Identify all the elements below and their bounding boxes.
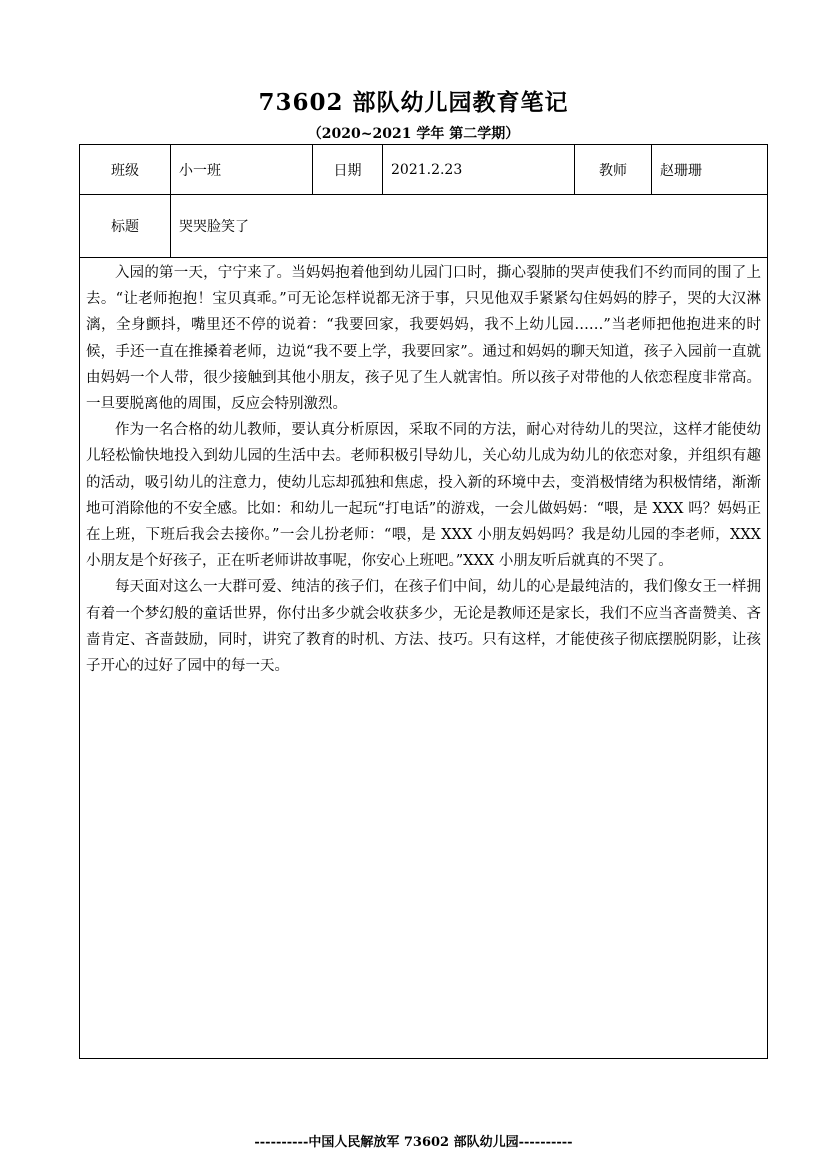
class-value: 小一班 [171, 145, 313, 195]
footer-text: ----------中国人民解放军 73602 部队幼儿园---------- [254, 1135, 573, 1150]
paragraph: 每天面对这么一大群可爱、纯洁的孩子们，在孩子们中间，幼儿的心是最纯洁的，我们像女王一样拥有着一个梦幻般的童话世界，你付出多少就会收获多少，无论是教师还是家长，我们不应当吝啬赞美、吝啬肯定、吝啬鼓励，同时，讲究了教育的时机、方法、技巧。只有这样，才能使孩子彻底摆脱阴影，让孩子开心的过好了园中的每一天。 [86, 579, 761, 675]
teacher-value: 赵珊珊 [652, 145, 768, 195]
content-cell [80, 258, 768, 1059]
class-label: 班级 [80, 145, 171, 195]
date-value: 2021.2.23 [383, 145, 575, 195]
subject-value: 哭哭脸笑了 [171, 195, 768, 258]
content-row [80, 258, 768, 1059]
semester-subtitle: （2020~2021 学年 第二学期） [307, 126, 520, 142]
subject-label: 标题 [80, 195, 171, 258]
date-label: 日期 [313, 145, 383, 195]
paragraph: 入园的第一天，宁宁来了。当妈妈抱着他到幼儿园门口时，撕心裂肺的哭声使我们不约而同的围了上去。“让老师抱抱！宝贝真乖。”可无论怎样说都无济于事，只见他双手紧紧勾住妈妈的脖子，哭的大汉淋漓，全身颤抖，嘴里还不停的说着：“我要回家，我要妈妈，我不上幼儿园……”当老师把他抱进来的时候，手还一直在推搡着老师，边说“我不要上学，我要回家”。通过和妈妈的聊天知道，孩子入园前一直就由妈妈一个人带，很少接触到其他小朋友，孩子见了生人就害怕。所以孩子对带他的人依恋程度非常高。一旦要脱离他的周围，反应会特别激烈。 [86, 265, 761, 413]
subject-row [80, 195, 768, 258]
document-title: 73602 部队幼儿园教育笔记 [258, 89, 569, 116]
teacher-label: 教师 [575, 145, 652, 195]
note-body [80, 258, 767, 679]
info-row [80, 145, 768, 195]
paragraph: 作为一名合格的幼儿教师，要认真分析原因，采取不同的方法，耐心对待幼儿的哭泣，这样才能使幼儿轻松愉快地投入到幼儿园的生活中去。老师积极引导幼儿，关心幼儿成为幼儿的依恋对象，并组织有趣的活动，吸引幼儿的注意力，使幼儿忘却孤独和焦虑，投入新的环境中去，变消极情绪为积极情绪，渐渐地可消除他的不安全感。比如：和幼儿一起玩“打电话”的游戏，一会儿做妈妈：“喂，是 XXX 吗？妈妈正在上班，下班后我会去接你。”一会儿扮老师：“喂，是 XXX 小朋友妈妈吗？我是幼儿园的李老师，XXX 小朋友是个好孩子，正在听老师讲故事呢，你安心上班吧。”XXX 小朋友听后就真的不哭了。 [86, 422, 761, 570]
note-table [79, 144, 768, 1059]
